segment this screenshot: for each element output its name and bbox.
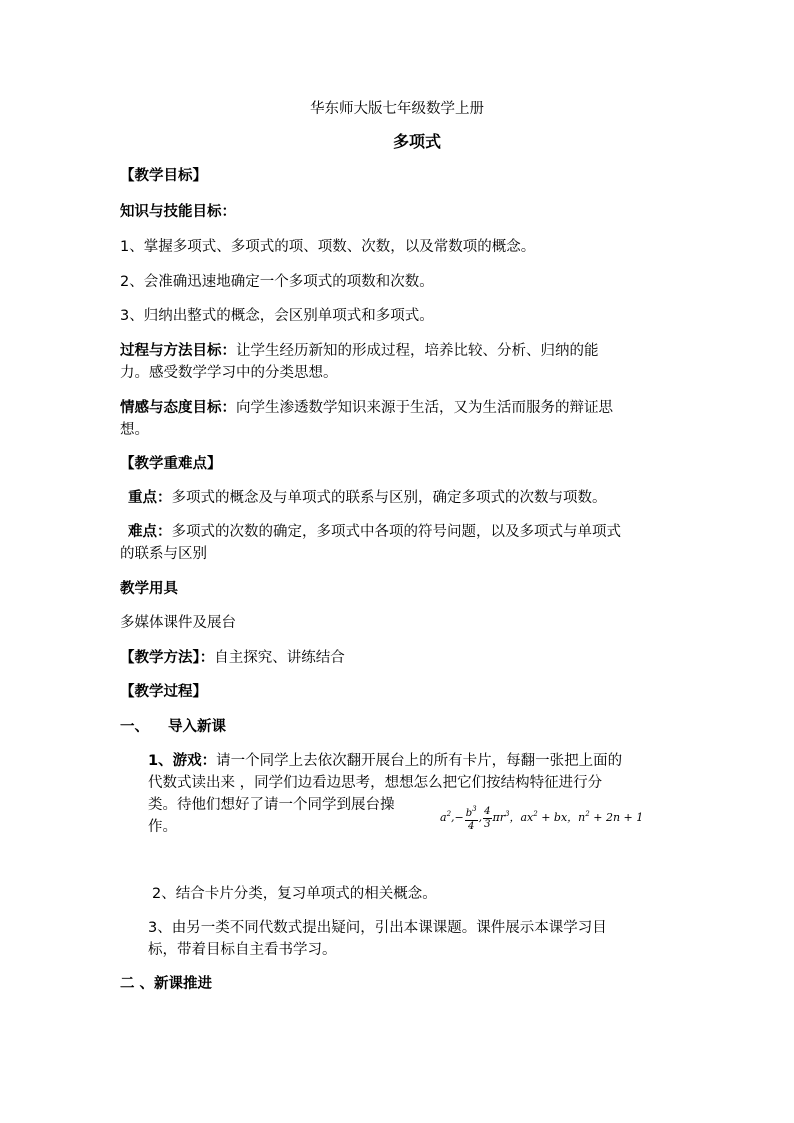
focus-text: 多项式的概念及与单项式的联系与区别，确定多项式的次数与项数。 <box>171 490 607 506</box>
formula-term-4a: n <box>578 811 586 824</box>
formula-term-4b: + 2n + 1 <box>589 811 644 824</box>
process-goal-text: 让学生经历新知的形成过程，培养比较、分析、归纳的能 <box>236 343 599 359</box>
methods-label: 【教学方法】： <box>120 650 215 666</box>
formula-fraction-1-den: 4 <box>468 821 475 832</box>
game-line4: 作。 <box>148 819 177 835</box>
card-expressions-formula <box>440 803 670 839</box>
key-points-heading: 【教学重难点】 <box>120 456 222 472</box>
formula-fraction-2-den: 3 <box>484 818 491 830</box>
focus-line <box>128 487 607 509</box>
formula-term-1: a <box>440 811 447 824</box>
step3-line1: 3、由另一类不同代数式提出疑问，引出本课课题。课件展示本课学习目 <box>148 920 607 936</box>
formula-sep-3: ， <box>509 811 521 824</box>
objective-item-3: 3、归纳出整式的概念，会区别单项式和多项式。 <box>120 308 434 324</box>
formula-sep-1: ,− <box>451 811 464 824</box>
attitude-goal-line1 <box>120 397 613 419</box>
game-line2: 代数式读出来 ，同学们边看边思考，想想怎么把它们按结构特征进行分 <box>148 775 603 791</box>
process-goal-label: 过程与方法目标： <box>120 343 236 359</box>
section1-number: 一、 <box>120 719 149 735</box>
difficulty-line2: 的联系与区别 <box>120 546 207 562</box>
knowledge-heading: 知识与技能目标： <box>120 204 236 220</box>
objectives-heading: 【教学目标】 <box>120 168 207 184</box>
process-heading: 【教学过程】 <box>120 684 207 700</box>
difficulty-text: 多项式的次数的确定，多项式中各项的符号问题，以及多项式与单项式 <box>171 524 621 540</box>
formula-term-3a: ax <box>520 811 534 824</box>
process-goal-line1 <box>120 340 599 362</box>
formula-sep-4: ， <box>567 811 579 824</box>
formula-fraction-1-num: b <box>465 808 473 819</box>
formula-sep-2: , <box>478 811 483 824</box>
formula-term-2: πr <box>492 811 505 824</box>
formula-term-1-exp: 2 <box>446 810 452 818</box>
focus-label: 重点： <box>128 490 172 506</box>
attitude-goal-line2: 想。 <box>120 422 149 438</box>
game-line1 <box>148 750 622 772</box>
book-title: 华东师大版七年级数学上册 <box>310 101 484 117</box>
attitude-goal-text: 向学生渗透数学知识来源于生活，又为生活而服务的辩证思 <box>236 400 613 416</box>
objective-item-2: 2、会准确迅速地确定一个多项式的项数和次数。 <box>120 274 434 290</box>
formula-fraction-2-num: 4 <box>484 805 491 817</box>
game-text: 请一个同学上去依次翻开展台上的所有卡片，每翻一张把上面的 <box>216 753 623 769</box>
section1-title: 导入新课 <box>168 719 226 735</box>
process-goal-line2: 力。感受数学学习中的分类思想。 <box>120 365 338 381</box>
formula-fraction-2 <box>483 806 491 831</box>
formula-term-3b: + bx <box>537 811 568 824</box>
step3-line2: 标，带着目标自主看书学习。 <box>148 942 337 958</box>
lesson-title: 多项式 <box>392 132 441 151</box>
game-label: 1、游戏： <box>148 753 217 769</box>
methods-text: 自主探究、讲练结合 <box>214 650 345 666</box>
formula-term-3a-exp: 2 <box>533 810 538 818</box>
objective-item-1: 1、掌握多项式、多项式的项、项数、次数，以及常数项的概念。 <box>120 239 536 255</box>
attitude-goal-label: 情感与态度目标： <box>120 400 236 416</box>
methods-line <box>120 647 345 669</box>
difficulty-label: 难点： <box>128 524 172 540</box>
formula-fraction-1-num-exp: 3 <box>472 805 477 813</box>
formula-term-4a-exp: 2 <box>585 810 590 818</box>
step2-text: 2、结合卡片分类，复习单项式的相关概念。 <box>152 886 437 902</box>
formula-fraction-1 <box>465 803 478 833</box>
tools-heading: 教学用具 <box>120 581 178 597</box>
section2-heading: 二 、新课推进 <box>120 976 213 992</box>
tools-text: 多媒体课件及展台 <box>120 615 236 631</box>
formula-term-2-exp: 3 <box>505 810 510 818</box>
difficulty-line1 <box>128 521 621 543</box>
game-line3: 类。待他们想好了请一个同学到展台操 <box>148 797 395 813</box>
